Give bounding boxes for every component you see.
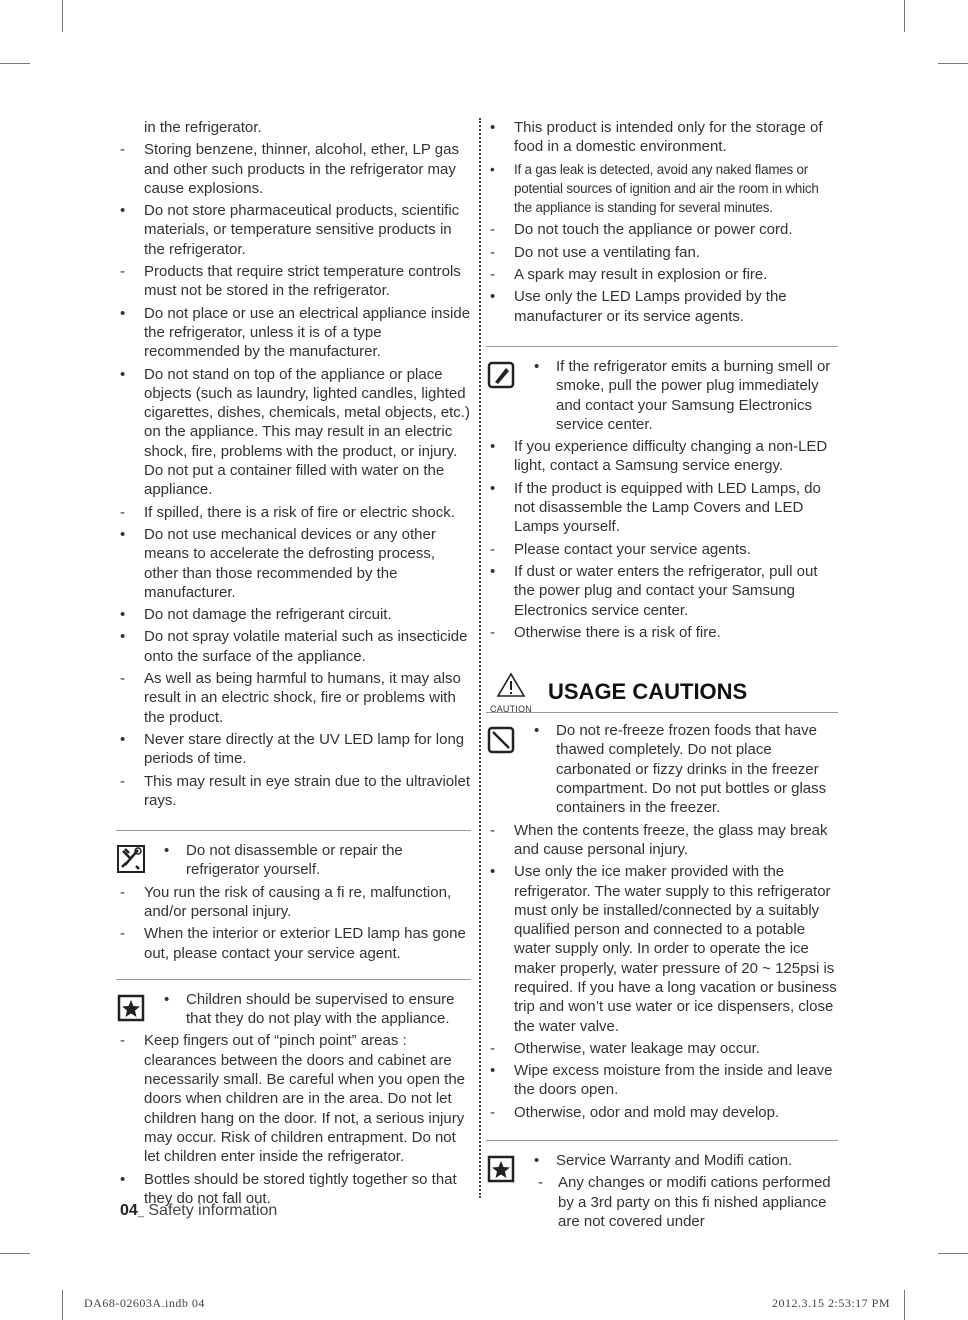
list-item-text: When the contents freeze, the glass may break and cause personal injury.: [514, 821, 828, 858]
prohibited-icon: [486, 725, 516, 755]
bullet: •: [534, 1152, 540, 1170]
list-item-text: Keep fingers out of “pinch point” areas : clearances between the doors and cabinet are necessarily small. Be careful when you open the doors when children are in the area. Do not let children hang on the door. If not, a serious injury may occur. Risk of children entrapment. Do not let children enter inside the refrigerator.: [144, 1032, 466, 1166]
usage-list: [486, 821, 838, 1122]
list-item-text: Otherwise there is a risk of fire.: [514, 623, 721, 641]
list-item-text: If spilled, there is a risk of fire or electric shock.: [144, 503, 455, 521]
bullet: •: [490, 479, 496, 497]
list-item: [116, 605, 471, 624]
box-sub-text: Any changes or modifi cations performed by a 3rd party on this fi nished appliance are not covered under: [558, 1174, 831, 1230]
list-item: [486, 118, 838, 157]
list-item: [486, 862, 838, 1036]
dash: -: [120, 263, 125, 281]
list-item: [486, 437, 838, 476]
list-item: [486, 562, 838, 620]
list-item-text: Otherwise, odor and mold may develop.: [514, 1103, 780, 1121]
list-item: [486, 287, 838, 326]
page-number: 04: [120, 1202, 138, 1219]
list-item: [116, 772, 471, 811]
box-list: [486, 437, 838, 642]
box-lead-item: [160, 841, 471, 880]
star-note-icon: [116, 992, 146, 1024]
list-item: [116, 627, 471, 666]
box-lead-item: [530, 357, 838, 434]
burning-smell-box: [486, 346, 838, 642]
section-heading: USAGE CAUTIONS: [548, 679, 748, 705]
list-item: [116, 118, 471, 137]
dash: -: [490, 540, 495, 558]
column-divider: [479, 118, 481, 1198]
dash: -: [490, 243, 495, 261]
list-item-text: This product is intended only for the storage of food in a domestic environment.: [514, 119, 823, 156]
box-lead-item: [530, 721, 838, 817]
bullet: •: [490, 288, 496, 306]
list-item-text: Wipe excess moisture from the inside and leave the doors open.: [514, 1062, 833, 1099]
list-item-text: Do not place or use an electrical appliance inside the refrigerator, unless it is of a type recommended by the manufacturer.: [144, 304, 471, 361]
no-disassembly-icon: [116, 843, 146, 875]
list-item: [116, 262, 471, 301]
dash: -: [490, 221, 495, 239]
usage-cautions-header: [486, 672, 838, 713]
list-item: [116, 304, 471, 362]
list-item: [116, 525, 471, 602]
list-item: [116, 1031, 471, 1166]
list-item: [486, 479, 838, 537]
list-item-text: Do not stand on top of the appliance or place objects (such as laundry, lighted candles, lighted cigarettes, dishes, chemicals, metal objects, etc.) on the appliance. This may result in an electric shock, fire, problems with the product, or injury. Do not put a container filled with water on the appliance.: [144, 365, 470, 499]
page-footer: [120, 1202, 277, 1220]
box-list: [116, 1031, 471, 1208]
list-item: [486, 540, 838, 559]
bullet: •: [490, 863, 496, 881]
slug-filename: DA68-02603A.indb 04: [84, 1296, 205, 1310]
list-item-text: Do not touch the appliance or power cord.: [514, 221, 793, 239]
box-lead-item: [530, 1151, 838, 1170]
box-lead-text: If the refrigerator emits a burning smell or smoke, pull the power plug immediately and contact your Samsung Electronics service center.: [556, 357, 831, 433]
list-item: [486, 623, 838, 642]
box-lead-text: Do not re-freeze frozen foods that have thawed completely. Do not place carbonated or fizzy drinks in the freezer compartment. Do not put bottles or glass containers in the freezer.: [556, 722, 827, 817]
list-item-text: When the interior or exterior LED lamp has gone out, please contact your service agent.: [144, 925, 466, 962]
list-item: [486, 243, 838, 262]
bullet: •: [490, 119, 496, 136]
list-item-text: Do not spray volatile material such as insecticide onto the surface of the appliance.: [144, 628, 468, 665]
right-list: [486, 118, 838, 326]
list-item: [116, 669, 471, 727]
list-item: [116, 730, 471, 769]
important-box: [116, 979, 471, 1208]
crop-mark: [0, 1253, 30, 1254]
list-item-text: If a gas leak is detected, avoid any naked flames or potential sources of ignition and air the room in which the appliance is standing for several minutes.: [514, 161, 819, 216]
list-item-text: Products that require strict temperature controls must not be stored in the refrigerator.: [144, 263, 461, 300]
bullet: •: [164, 990, 170, 1008]
bullet: •: [534, 722, 540, 740]
list-item-text: Do not use mechanical devices or any other means to accelerate the defrosting process, other than those recommended by the manufacturer.: [144, 525, 436, 601]
bullet: •: [164, 842, 170, 860]
footer-label: Safety information: [143, 1202, 278, 1219]
list-item-text: Use only the LED Lamps provided by the manufacturer or its service agents.: [514, 288, 787, 325]
list-item-text: Do not damage the refrigerant circuit.: [144, 606, 392, 624]
box-lead-text: Service Warranty and Modifi cation.: [556, 1152, 793, 1170]
dash: -: [538, 1174, 543, 1192]
crop-mark: [0, 63, 30, 64]
dash: -: [490, 623, 495, 641]
slug-timestamp: 2012.3.15 2:53:17 PM: [772, 1296, 891, 1310]
left-list: [116, 118, 471, 810]
bullet: •: [534, 357, 540, 375]
list-item: [116, 140, 471, 198]
bullet: •: [120, 202, 126, 220]
list-item-text: Never stare directly at the UV LED lamp for long periods of time.: [144, 730, 465, 768]
box-sub-item: [486, 1173, 838, 1231]
bullet: •: [490, 438, 496, 456]
bullet: •: [120, 304, 126, 322]
crop-mark: [62, 0, 63, 32]
list-item-text: in the refrigerator.: [144, 119, 262, 136]
list-item: [486, 220, 838, 239]
bullet: •: [120, 525, 126, 543]
list-item: [116, 924, 471, 963]
bullet: •: [120, 730, 126, 748]
list-item-text: You run the risk of causing a fi re, malfunction, and/or personal injury.: [144, 883, 452, 920]
dash: -: [120, 1032, 125, 1050]
list-item: [486, 1039, 838, 1058]
no-disassembly-box: [116, 830, 471, 963]
list-item-text: This may result in eye strain due to the ultraviolet rays.: [144, 772, 470, 809]
bullet: •: [490, 1062, 496, 1080]
dash: -: [120, 503, 125, 521]
list-item: [486, 1103, 838, 1122]
caution-label: CAUTION: [490, 704, 532, 715]
bullet: •: [120, 365, 126, 383]
list-item: [486, 160, 838, 218]
bullet: •: [120, 606, 126, 624]
list-item: [116, 201, 471, 259]
list-item-text: Do not store pharmaceutical products, scientific materials, or temperature sensitive products in the refrigerator.: [144, 202, 460, 258]
dash: -: [120, 772, 125, 790]
list-item: [116, 883, 471, 922]
caution-note-icon: [486, 359, 516, 391]
list-item-text: As well as being harmful to humans, it may also result in an electric shock, fire or problems with the product.: [144, 670, 461, 726]
list-item-text: A spark may result in explosion or fire.: [514, 266, 768, 284]
crop-mark: [904, 1290, 905, 1320]
list-item: [116, 503, 471, 522]
list-item-text: Do not use a ventilating fan.: [514, 243, 700, 261]
dash: -: [120, 141, 125, 159]
crop-mark: [938, 63, 968, 64]
list-item-text: Otherwise, water leakage may occur.: [514, 1039, 760, 1057]
bullet: •: [120, 628, 126, 646]
usage-cautions-body: [486, 713, 838, 1122]
dash: -: [490, 1103, 495, 1121]
bullet: •: [490, 562, 496, 580]
list-item: [486, 1061, 838, 1100]
list-item-text: Please contact your service agents.: [514, 540, 751, 558]
list-item-text: Use only the ice maker provided with the refrigerator. The water supply to this refrigerator must only be installed/connected by a suitably qualified person and connected to a potable water supply only. In order to operate the ice maker properly, water pressure of 20 ~ 125psi is required. If you have a long vacation or business trip and won’t use water or ice dispensers, close the water valve.: [514, 863, 837, 1035]
dash: -: [490, 266, 495, 284]
list-item-text: Storing benzene, thinner, alcohol, ether, LP gas and other such products in the refrigerator may cause explosions.: [144, 141, 459, 197]
list-item-text: If dust or water enters the refrigerator, pull out the power plug and contact your Samsung Electronics service center.: [514, 562, 818, 619]
crop-mark: [904, 0, 905, 32]
dash: -: [120, 883, 125, 901]
dash: -: [490, 1039, 495, 1057]
warranty-box: [486, 1140, 838, 1231]
box-lead-text: Do not disassemble or repair the refrigerator yourself.: [186, 842, 403, 879]
crop-mark: [938, 1253, 968, 1254]
list-item-text: Bottles should be stored tightly together so that they do not fall out.: [144, 1170, 457, 1207]
box-list: [116, 883, 471, 963]
list-item: [486, 821, 838, 860]
list-item-text: If you experience difficulty changing a non-LED light, contact a Samsung service energy.: [514, 438, 828, 475]
bullet: •: [490, 161, 495, 177]
list-item-text: If the product is equipped with LED Lamps, do not disassemble the Lamp Covers and LED Lamps yourself.: [514, 479, 821, 536]
box-lead-text: Children should be supervised to ensure that they do not play with the appliance.: [186, 990, 455, 1028]
crop-mark: [62, 1290, 63, 1320]
left-column: [116, 118, 471, 1211]
list-item: [116, 365, 471, 500]
bullet: •: [120, 1170, 126, 1188]
list-item: [486, 265, 838, 284]
box-lead-item: [160, 990, 471, 1029]
dash: -: [120, 670, 125, 688]
dash: -: [490, 821, 495, 839]
right-column: [486, 118, 838, 1234]
dash: -: [120, 925, 125, 943]
footer-separator: _: [137, 1206, 144, 1218]
